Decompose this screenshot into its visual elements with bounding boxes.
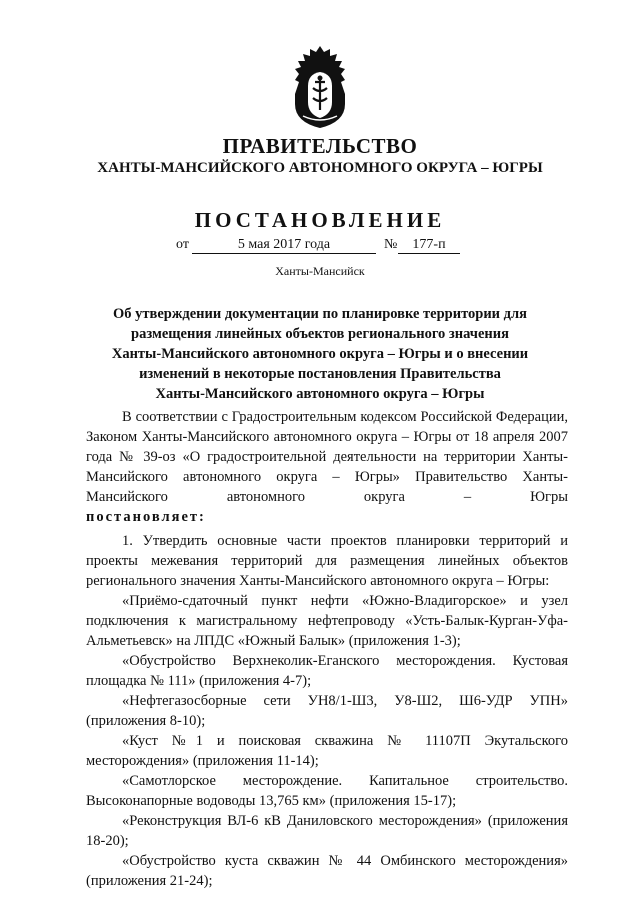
list-item: «Обустройство куста скважин № 44 Омбинского месторождения» (приложения 21-24); [86,853,568,889]
number-prefix: № [384,237,398,252]
list-item: «Куст №1 и поисковая скважина № 11107П Экутальского месторождения» (приложения 11-14); [86,733,568,769]
title-line: Ханты-Мансийского автономного округа – Югры [155,386,485,402]
region-title: ХАНТЫ-МАНСИЙСКОГО АВТОНОМНОГО ОКРУГА – ЮГРЫ [97,160,543,176]
city: Ханты-Мансийск [275,264,365,278]
document-title [90,304,550,404]
list-item: «Обустройство Верхнеколик-Еганского месторождения. Кустовая площадка № 111» (приложения 4-7); [86,653,568,689]
clause-1: 1. Утвердить основные части проектов планировки территорий и проекты межевания территорий для размещения линейных объектов регионального значения Ханты-Мансийского автономного округа – Югры: [86,533,568,589]
title-line: изменений в некоторые постановления Правительства [139,366,501,382]
document-type: ПОСТАНОВЛЕНИЕ [194,208,446,232]
title-line: Об утверждении документации по планировке территории для [113,306,527,322]
date-prefix: от [176,237,189,252]
document-date: 5 мая 2017 года [192,237,376,254]
resolves: постановляет: [86,509,206,525]
preamble-block [86,407,568,527]
document-number: 177-п [398,237,460,254]
coat-of-arms-icon [285,44,355,130]
list-item: «Нефтегазосборные сети УН8/1-Ш3, У8-Ш2, Ш6-УДР УПН» (приложения 8-10); [86,693,568,729]
title-line: размещения линейных объектов регионального значения [131,326,509,342]
title-line: Ханты-Мансийского автономного округа – Югры и о внесении [111,346,529,362]
list-item: «Приёмо-сдаточный пункт нефти «Южно-Владигорское» и узел подключения к магистральному нефтепроводу «Усть-Балык-Курган-Уфа-Альметьевск» на ЛПДС «Южный Балык» (приложения 1-3); [86,593,568,649]
government-title: ПРАВИТЕЛЬСТВО [222,134,418,158]
list-item: «Самотлорское месторождение. Капитальное строительство. Высоконапорные водоводы 13,765 км» (приложения 15-17); [86,773,568,809]
clauses-block [86,531,568,891]
list-item: «Реконструкция ВЛ-6 кВ Даниловского месторождения» (приложения 18-20); [86,813,568,849]
preamble: В соответствии с Градостроительным кодексом Российской Федерации, Законом Ханты-Мансийского автономного округа – Югры от 18 апреля 2007 года № 39-оз «О градостроительной деятельности на территории Ханты-Мансийского автономного округа – Югры» Правительство Ханты-Мансийского автономного округа – Югры [86,409,568,505]
